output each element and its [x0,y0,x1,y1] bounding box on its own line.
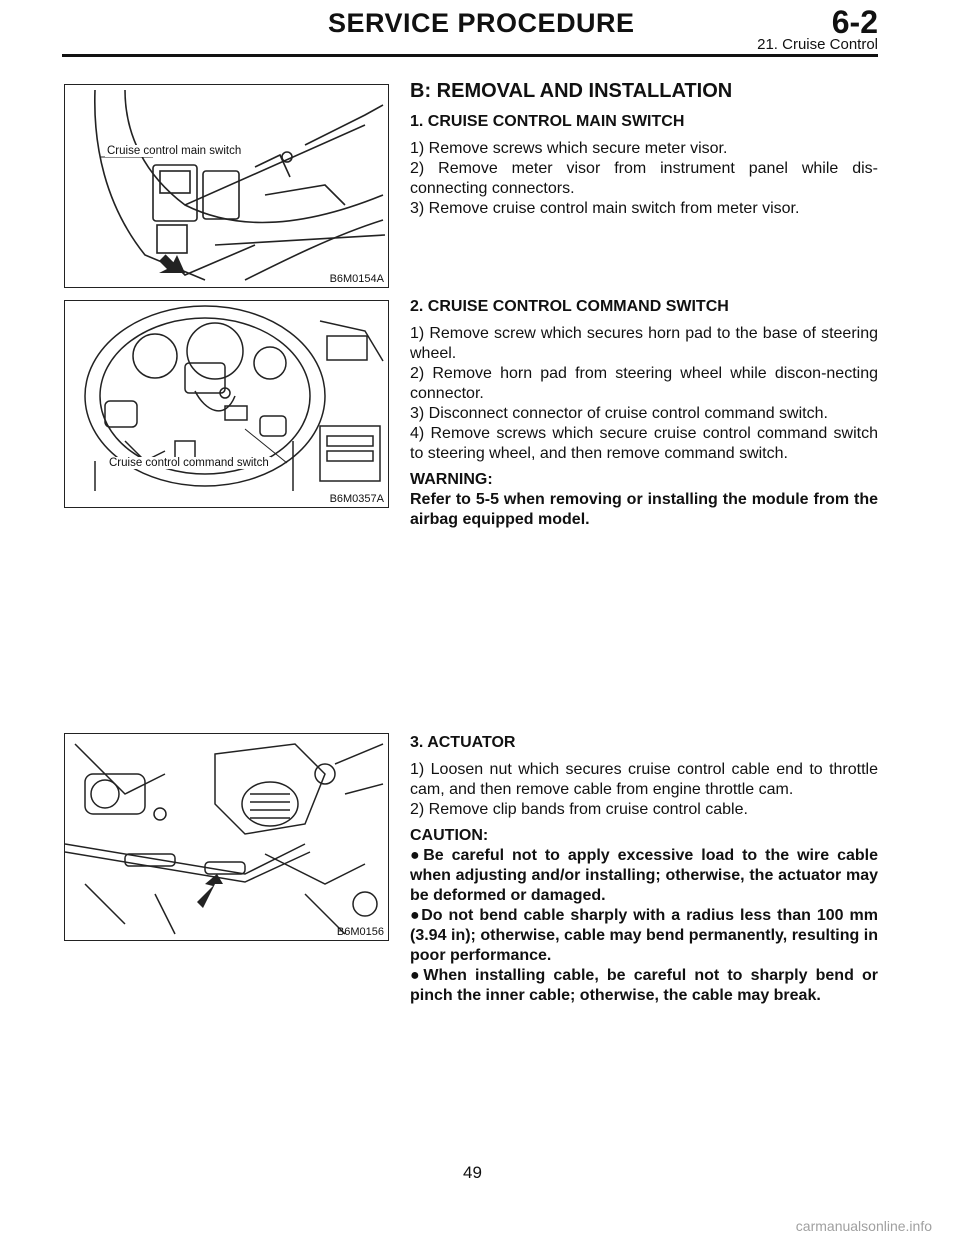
figure-actuator [64,733,389,941]
figure-label: Cruise control command switch [109,457,269,469]
figure-main-switch [64,84,389,288]
command-switch-illustration [65,301,388,507]
bullet-icon: ● [410,847,424,864]
caution-title: CAUTION: [410,827,489,844]
step: 1) Remove screw which secures horn pad to the base of steering wheel. [410,325,878,362]
header-subtitle: 21. Cruise Control [757,36,878,53]
step: 1) Remove screws which secure meter visor. [410,140,728,157]
header-rule [62,54,878,57]
caution-item: ●Be careful not to apply excessive load to the wire cable when adjusting and/or installing; otherwise, the actuator may be deformed or damaged. [410,847,878,904]
step: 2) Remove horn pad from steering wheel while discon-necting connector. [410,365,878,402]
section-number: 6-2 [831,4,878,40]
page-number: 49 [463,1163,482,1182]
main-heading: B: REMOVAL AND INSTALLATION [410,80,733,102]
step: 2) Remove meter visor from instrument panel while dis-connecting connectors. [410,160,878,197]
step: 2) Remove clip bands from cruise control cable. [410,801,748,818]
figure-code: B6M0156 [336,926,384,938]
section-heading: 1. CRUISE CONTROL MAIN SWITCH [410,113,685,130]
step: 4) Remove screws which secure cruise control command switch to steering wheel, and then remove command switch. [410,425,878,462]
main-switch-illustration [65,85,388,287]
warning-title: WARNING: [410,471,493,488]
bullet-icon: ● [410,907,422,924]
warning-text: Refer to 5-5 when removing or installing the module from the airbag equipped model. [410,491,878,528]
section-3 [410,734,878,1006]
section-heading: 2. CRUISE CONTROL COMMAND SWITCH [410,298,729,315]
section-heading: 3. ACTUATOR [410,734,516,751]
figure-code: B6M0357A [329,493,384,505]
bullet-icon: ● [410,967,424,984]
actuator-illustration [65,734,388,940]
step: 1) Loosen nut which secures cruise control cable end to throttle cam, and then remove cable from engine throttle cam. [410,761,878,798]
caution-item: ●Do not bend cable sharply with a radius less than 100 mm (3.94 in); otherwise, cable may bend permanently, resulting in poor performance. [410,907,878,964]
section-1 [410,80,878,219]
caution-item: ●When installing cable, be careful not to sharply bend or pinch the inner cable; otherwise, the cable may break. [410,967,878,1004]
watermark: carmanualsonline.info [795,1218,932,1234]
figure-code: B6M0154A [329,273,384,285]
figure-label: Cruise control main switch [107,145,242,157]
step: 3) Remove cruise control main switch from meter visor. [410,200,800,217]
header-title: SERVICE PROCEDURE [328,8,635,38]
section-2 [410,298,878,530]
figure-command-switch [64,300,389,508]
step: 3) Disconnect connector of cruise control command switch. [410,405,828,422]
